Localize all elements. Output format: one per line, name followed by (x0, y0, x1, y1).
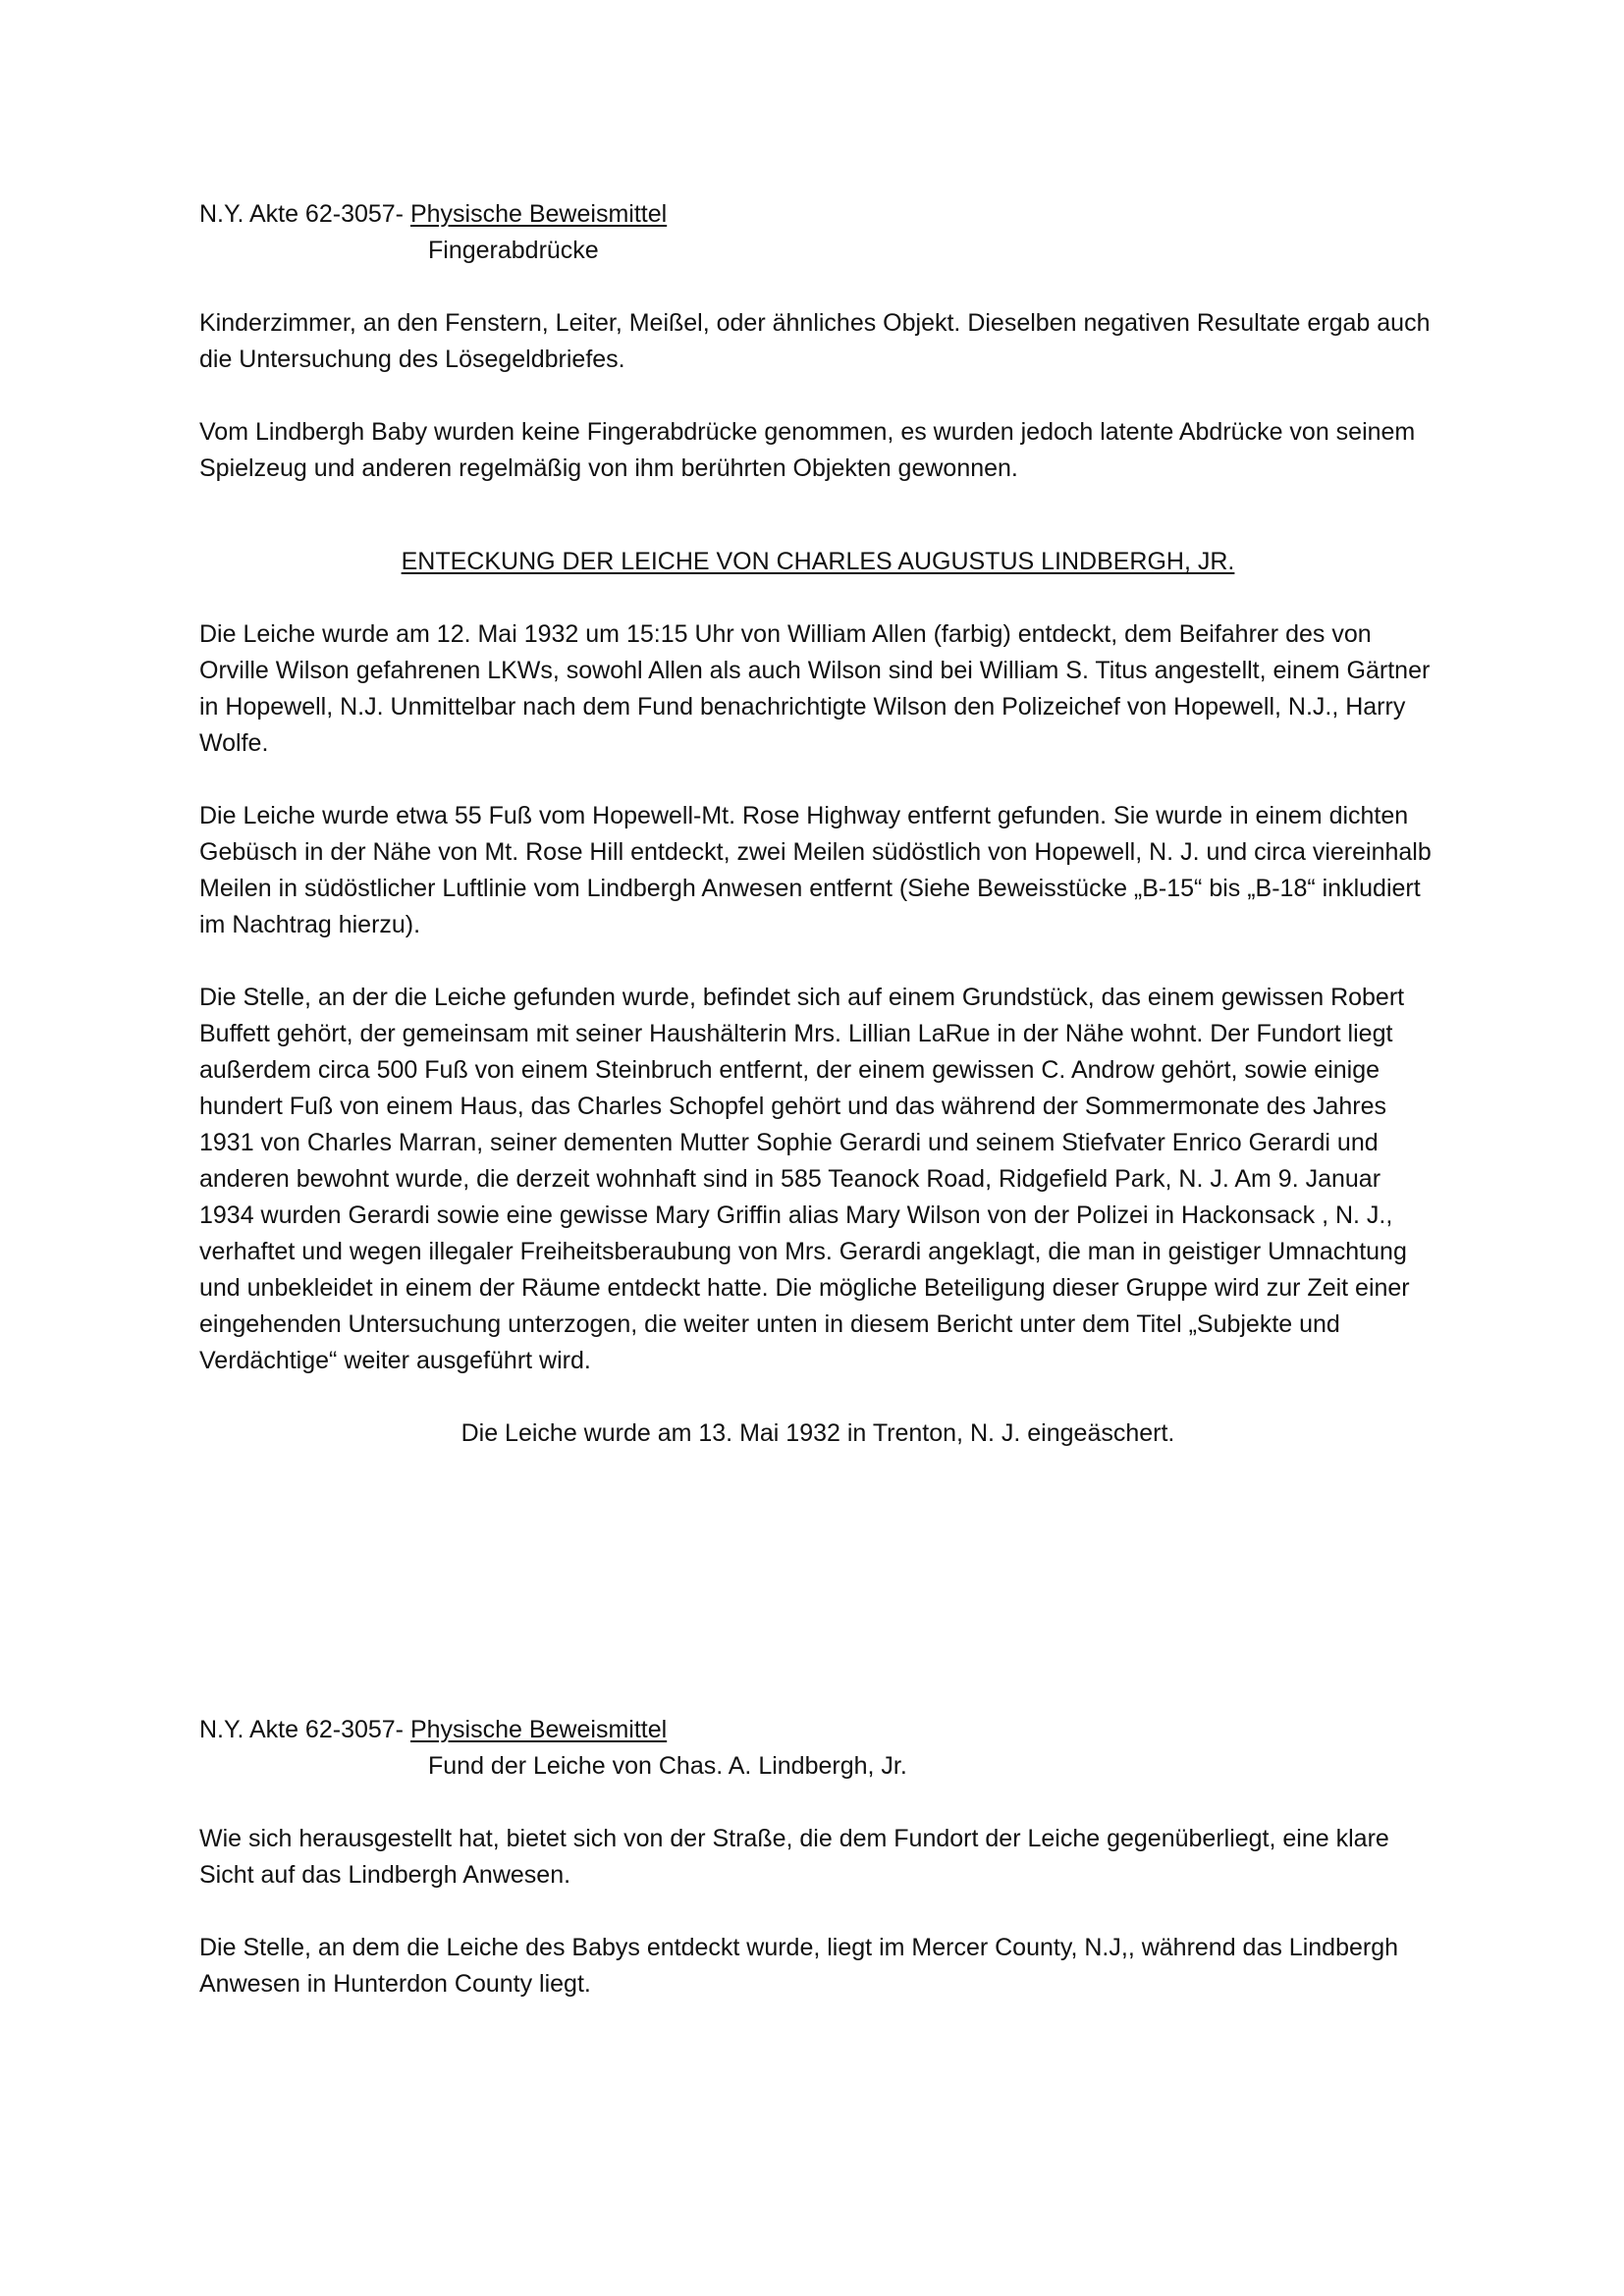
file-subtopic: Fund der Leiche von Chas. A. Lindbergh, Jr. (428, 1752, 907, 1780)
paragraph: Die Leiche wurde etwa 55 Fuß vom Hopewell-Mt. Rose Highway entfernt gefunden. Sie wurde in einem dichten Gebüsch in der Nähe von Mt. Rose Hill entdeckt, zwei Meilen südöstlich von Hopewell, N. J. und circa viereinhalb Meilen in südöstlicher Luftlinie vom Lindbergh Anwesen entfernt (Siehe Beweisstücke „B-15“ bis „B-18“ inkludiert im Nachtrag hierzu). (199, 802, 1432, 938)
section-2 (199, 1712, 1436, 2002)
paragraph: Die Stelle, an der die Leiche gefunden wurde, befindet sich auf einem Grundstück, das einem gewissen Robert Buffett gehört, der gemeinsam mit seiner Haushälterin Mrs. Lillian LaRue in der Nähe wohnt. Der Fundort liegt außerdem circa 500 Fuß von einem Steinbruch entfernt, der einem gewissen C. Androw gehört, sowie einige hundert Fuß von einem Haus, das Charles Schopfel gehört und das während der Sommermonate des Jahres 1931 von Charles Marran, seiner dementen Mutter Sophie Gerardi und seinem Stiefvater Enrico Gerardi und anderen bewohnt wurde, die derzeit wohnhaft sind in 585 Teanock Road, Ridgefield Park, N. J. Am 9. Januar 1934 wurden Gerardi sowie eine gewisse Mary Griffin alias Mary Wilson von der Polizei in Hackonsack , N. J., verhaftet und wegen illegaler Freiheitsberaubung von Mrs. Gerardi angeklagt, die man in geistiger Umnachtung und unbekleidet in einem der Räume entdeckt hatte. Die mögliche Beteiligung dieser Gruppe wird zur Zeit einer eingehenden Untersuchung unterzogen, die weiter unten in diesem Bericht unter dem Titel „Subjekte und Verdächtige“ weiter ausgeführt wird. (199, 984, 1410, 1374)
file-subtopic: Fingerabdrücke (428, 237, 599, 264)
paragraph: Vom Lindbergh Baby wurden keine Fingerabdrücke genommen, es wurden jedoch latente Abdrücke von seinem Spielzeug und anderen regelmäßig von ihm berührten Objekten gewonnen. (199, 418, 1416, 482)
closing-line: Die Leiche wurde am 13. Mai 1932 in Trenton, N. J. eingeäschert. (460, 1419, 1175, 1447)
file-header (199, 1712, 1436, 1748)
file-ref: N.Y. Akte 62-3057- (199, 1716, 405, 1743)
file-header (199, 196, 1436, 233)
file-topic: Physische Beweismittel (409, 200, 668, 228)
file-ref: N.Y. Akte 62-3057- (199, 200, 405, 228)
paragraph: Wie sich herausgestellt hat, bietet sich von der Straße, die dem Fundort der Leiche gegenüberliegt, eine klare Sicht auf das Lindbergh Anwesen. (199, 1825, 1389, 1889)
paragraph: Kinderzimmer, an den Fenstern, Leiter, Meißel, oder ähnliches Objekt. Dieselben negativen Resultate ergab auch die Untersuchung des Lösegeldbriefes. (199, 309, 1431, 373)
section-heading: ENTECKUNG DER LEICHE VON CHARLES AUGUSTUS LINDBERGH, JR. (401, 548, 1235, 575)
paragraph: Die Stelle, an dem die Leiche des Babys entdeckt wurde, liegt im Mercer County, N.J,, während das Lindbergh Anwesen in Hunterdon County liegt. (199, 1934, 1399, 1998)
paragraph: Die Leiche wurde am 12. Mai 1932 um 15:15 Uhr von William Allen (farbig) entdeckt, dem Beifahrer des von Orville Wilson gefahrenen LKWs, sowohl Allen als auch Wilson sind bei William S. Titus angestellt, einem Gärtner in Hopewell, N.J. Unmittelbar nach dem Fund benachrichtigte Wilson den Polizeichef von Hopewell, N.J., Harry Wolfe. (199, 620, 1431, 757)
section-1 (199, 196, 1436, 1452)
file-topic: Physische Beweismittel (409, 1716, 668, 1743)
